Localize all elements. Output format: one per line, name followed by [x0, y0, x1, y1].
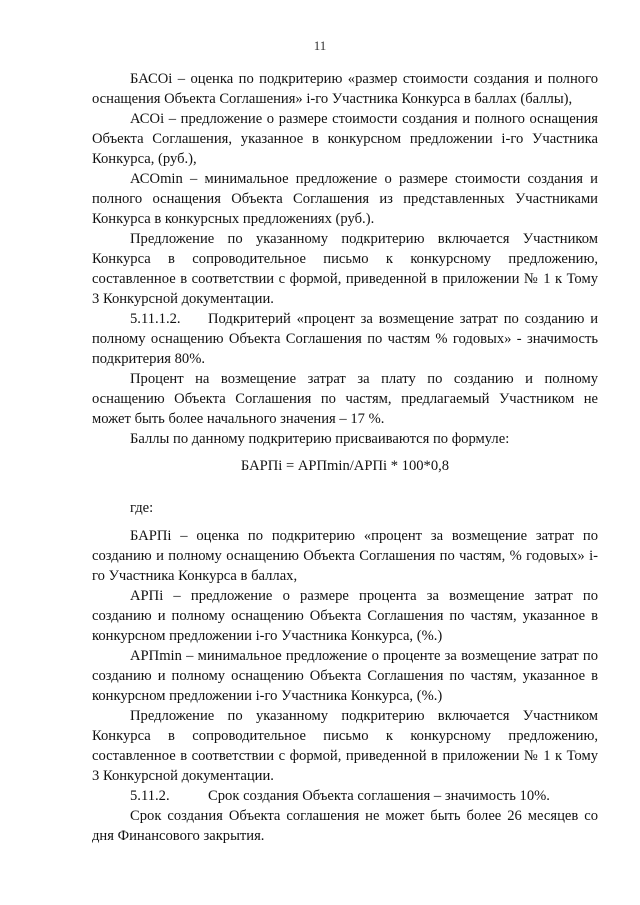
- definition-aso-min: АСОmin – минимальное предложение о размере стоимости создания и полного оснащения Объекта Соглашения из представленных Участниками Конкурса в конкурсных предложениях (руб.).: [92, 171, 598, 227]
- where-label: где:: [130, 500, 154, 516]
- section-text: Срок создания Объекта соглашения – значимость 10%.: [208, 788, 550, 804]
- document-body: [92, 69, 598, 846]
- definition-arp: АРПi – предложение о размере процента за возмещение затрат по созданию и полному оснащению Объекта Соглашения по частям, указанное в конкурсном предложении i-го Участника Конкурса, (%.): [92, 588, 598, 644]
- section-number: 5.11.2.: [130, 788, 170, 804]
- submission-note-2: Предложение по указанному подкритерию включается Участником Конкурса в сопроводительное письмо к конкурсному предложению, составленное в соответствии с формой, приведенной в приложении № 1 к Тому 3 Конкурсной документации.: [92, 708, 598, 784]
- page-number: 11: [313, 38, 327, 53]
- submission-note-1: Предложение по указанному подкритерию включается Участником Конкурса в сопроводительное письмо к конкурсному предложению, составленное в соответствии с формой, приведенной в приложении № 1 к Тому 3 Конкурсной документации.: [92, 231, 598, 307]
- section-5-11-2: [92, 786, 598, 806]
- percent-limit-paragraph: Процент на возмещение затрат за плату по созданию и полному оснащению Объекта Соглашения по частям, предлагаемый Участником не может быть более начального значения – 17 %.: [92, 371, 598, 427]
- term-limit-paragraph: Срок создания Объекта соглашения не может быть более 26 месяцев со дня Финансового закрытия.: [92, 808, 598, 844]
- definition-baso: БАСОi – оценка по подкритерию «размер стоимости создания и полного оснащения Объекта Соглашения» i-го Участника Конкурса в баллах (баллы),: [92, 71, 598, 107]
- formula-intro: Баллы по данному подкритерию присваиваются по формуле:: [130, 431, 510, 447]
- definition-barp: БАРПi – оценка по подкритерию «процент за возмещение затрат по созданию и полному оснащению Объекта Соглашения по частям, % годовых» i-го Участника Конкурса в баллах,: [92, 528, 598, 584]
- formula: БАРПi = АРПmin/АРПi * 100*0,8: [240, 458, 450, 474]
- section-text: Подкритерий «процент за возмещение затрат по созданию и полному оснащению Объекта Соглашения по частям % годовых» - значимость подкритерия 80%.: [92, 311, 598, 367]
- section-5-11-1-2: [92, 309, 598, 369]
- definition-arp-min: АРПmin – минимальное предложение о проценте за возмещение затрат по созданию и полному оснащению Объекта Соглашения по частям, указанное в конкурсном предложении i-го Участника Конкурса, (%.): [92, 648, 598, 704]
- definition-aso: АСОi – предложение о размере стоимости создания и полного оснащения Объекта Соглашения, указанное в конкурсном предложении i-го Участника Конкурса, (руб.),: [92, 111, 598, 167]
- section-number: 5.11.1.2.: [130, 311, 181, 327]
